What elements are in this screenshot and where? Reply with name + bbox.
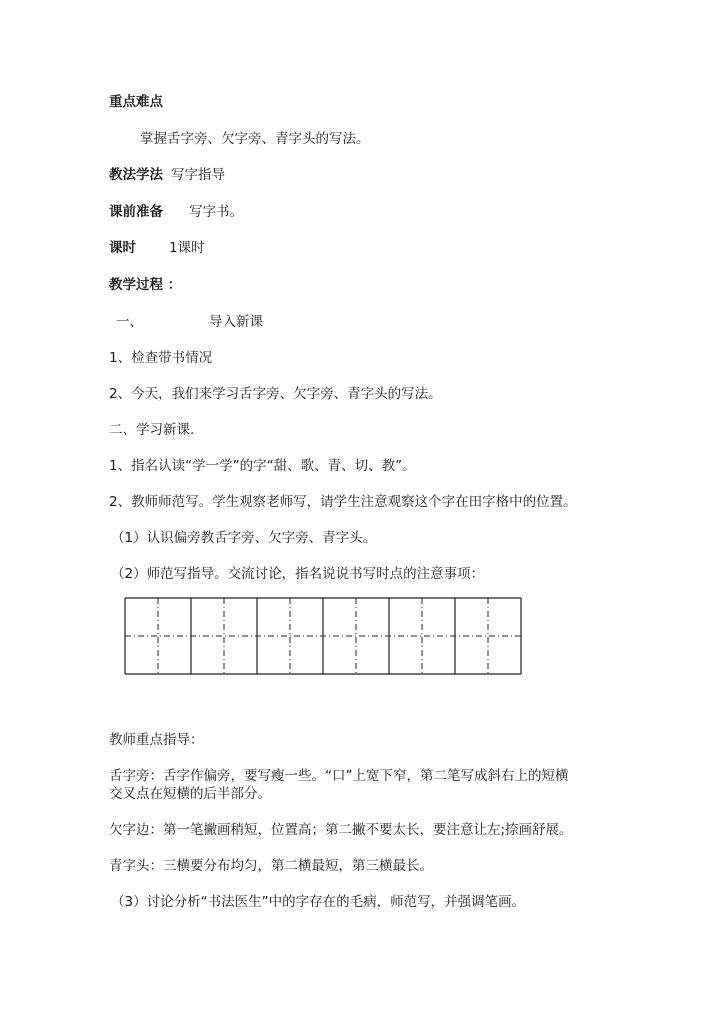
guidance-qian: 欠字边：第一笔撇画稍短，位置高；第二撇不要太长，要注意让左;捺画舒展。 <box>109 822 573 838</box>
method-text: 写字指导 <box>171 167 225 183</box>
tianzige-grid <box>123 597 523 675</box>
period-text: 1课时 <box>169 240 205 256</box>
heading-preparation: 课前准备 <box>109 204 163 220</box>
preparation-text: 写字书。 <box>189 204 243 220</box>
step-2: 2、今天，我们来学习舌字旁、欠字旁、青字头的写法。 <box>109 386 442 402</box>
step-4: 2、教师师范写。学生观察老师写，请学生注意观察这个字在田字格中的位置。 <box>109 494 577 510</box>
step-1: 1、检查带书情况 <box>109 350 213 366</box>
heading-key-points: 重点难点 <box>109 94 163 110</box>
key-points-text: 掌握舌字旁、欠字旁、青字头的写法。 <box>140 131 370 147</box>
part1-number: 一、 <box>116 314 143 330</box>
part1-line <box>116 313 263 331</box>
step-6: （2）师范写指导。交流讨论，指名说说书写时点的注意事项： <box>111 566 485 582</box>
heading-process: 教学过程 ： <box>109 277 182 293</box>
part2-heading: 二、学习新课. <box>109 422 195 438</box>
heading-method: 教法学法 <box>109 167 163 183</box>
method-line <box>109 166 225 184</box>
step-7: （3）讨论分析“书法医生”中的字存在的毛病，师范写，并强调笔画。 <box>111 894 526 910</box>
step-5: （1）认识偏旁教舌字旁、欠字旁、青字头。 <box>111 530 377 546</box>
guidance-she-2: 交叉点在短横的后半部分。 <box>109 786 271 802</box>
guidance-qing: 青字头：三横要分布均匀，第二横最短，第三横最长。 <box>109 858 433 874</box>
heading-period: 课时 <box>109 240 136 256</box>
guidance-title: 教师重点指导： <box>109 732 204 748</box>
preparation-line <box>109 203 243 221</box>
part1-title: 导入新课 <box>209 314 263 330</box>
step-3: 1、指名认读“学一学”的字“甜、歌、青、切、教”。 <box>109 458 416 474</box>
period-line <box>109 239 205 257</box>
guidance-she-1: 舌字旁：舌字作偏旁，要写瘦一些。“口”上宽下窄，第二笔写成斜右上的短横 <box>109 768 569 784</box>
